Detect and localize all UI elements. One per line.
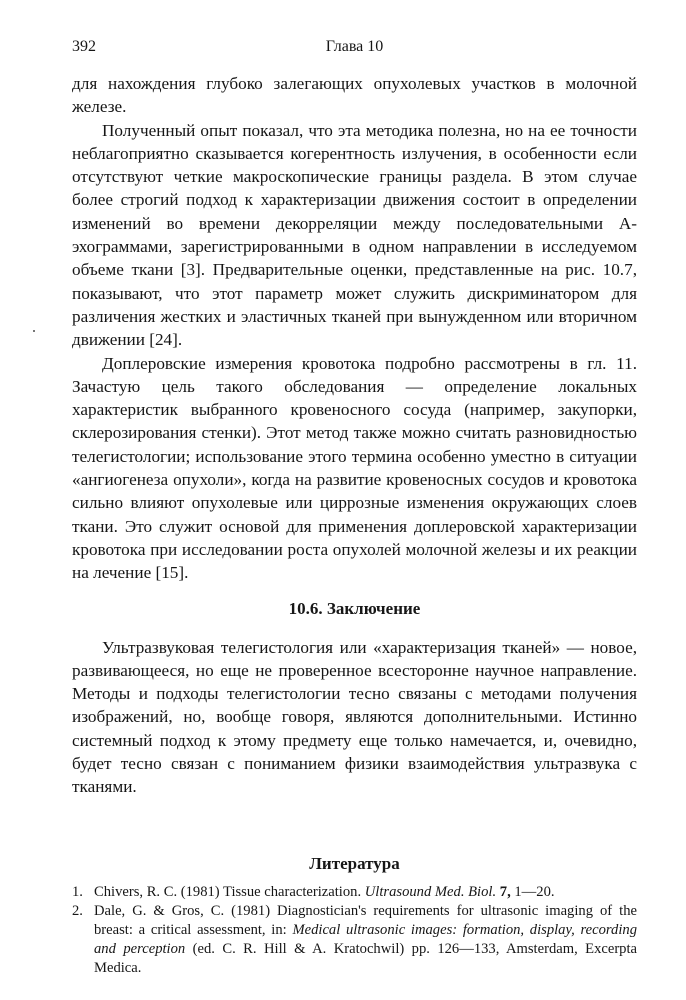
reference-book-title: Medical ultrasonic images: formation, display, recording and perception [94, 921, 637, 957]
page-header [72, 38, 637, 60]
reference-pages: 1—20. [514, 883, 555, 900]
section-heading: 10.6. Заключение [288, 598, 421, 618]
reference-item [72, 883, 637, 902]
margin-dot [33, 330, 35, 332]
section-paragraph: Ультразвуковая телегистология или «характеризация тканей» — новое, развивающееся, но еще не проверенное всесторонне научное направление. Методы и подходы телегистологии тесно связаны с методами получения изображений, но, вообще говоря, являются дополнительными. Истинно системный подход к этому предмету еще только намечается, и, очевидно, будет тесно связан с пониманием физики взаимодействия ультразвука с тканями. [72, 637, 637, 797]
reference-volume: 7, [499, 883, 511, 900]
reference-number: 1. [72, 883, 83, 900]
page-number: 392 [72, 38, 96, 55]
page-body [72, 72, 637, 978]
reference-authors: Chivers, R. C. (1981) Tissue characterization. [94, 883, 362, 900]
reference-publication: (ed. C. R. Hill & A. Kratochwil) pp. 126—133, Amsterdam, Excerpta Medica. [94, 940, 638, 976]
reference-number: 2. [72, 902, 83, 919]
paragraph-1: для нахождения глубоко залегающих опухолевых участков в молочной железе. [72, 74, 637, 117]
reference-journal: Ultrasound Med. Biol. [364, 883, 497, 900]
paragraph-3: Доплеровские измерения кровотока подробно рассмотрены в гл. 11. Зачастую цель такого обследования — определение локальных характеристик выбранного кровеносного сосуда (например, закупорки, склерозирования стенки). Этот метод также можно считать разновидностью телегистологии; использование этого термина особенно уместно в ситуации «ангиогенеза опухоли», когда на развитие кровеносных сосудов и кровотока сильно влияют опухолевые или циррозные изменения окружающих слоев ткани. Это служит основой для применения доплеровской характеризации кровотока при исследовании роста опухолей молочной железы и их реакции на лечение [15]. [72, 353, 637, 583]
reference-item [72, 902, 637, 978]
paragraph-2: Полученный опыт показал, что эта методика полезна, но на ее точности неблагоприятно сказывается когерентность излучения, в особенности если отсутствуют четкие макроскопические границы раздела. В этом случае более строгий подход к характеризации движения состоит в определении изменений во времени декорреляции между последовательными А-эхограммами, зарегистрированными в одном направлении в исследуемом объеме ткани [3]. Предварительные оценки, представленные на рис. 10.7, показывают, что этот параметр может служить дискриминатором для различения жестких и эластичных тканей при вынужденном или вторичном движении [24]. [72, 120, 637, 350]
chapter-title: Глава 10 [325, 38, 384, 55]
reference-authors: Dale, G. & Gros, C. (1981) Diagnostician's requirements for ultrasonic imaging of the breast: a critical assessment, in: [94, 902, 637, 938]
references-heading: Литература [309, 853, 400, 873]
